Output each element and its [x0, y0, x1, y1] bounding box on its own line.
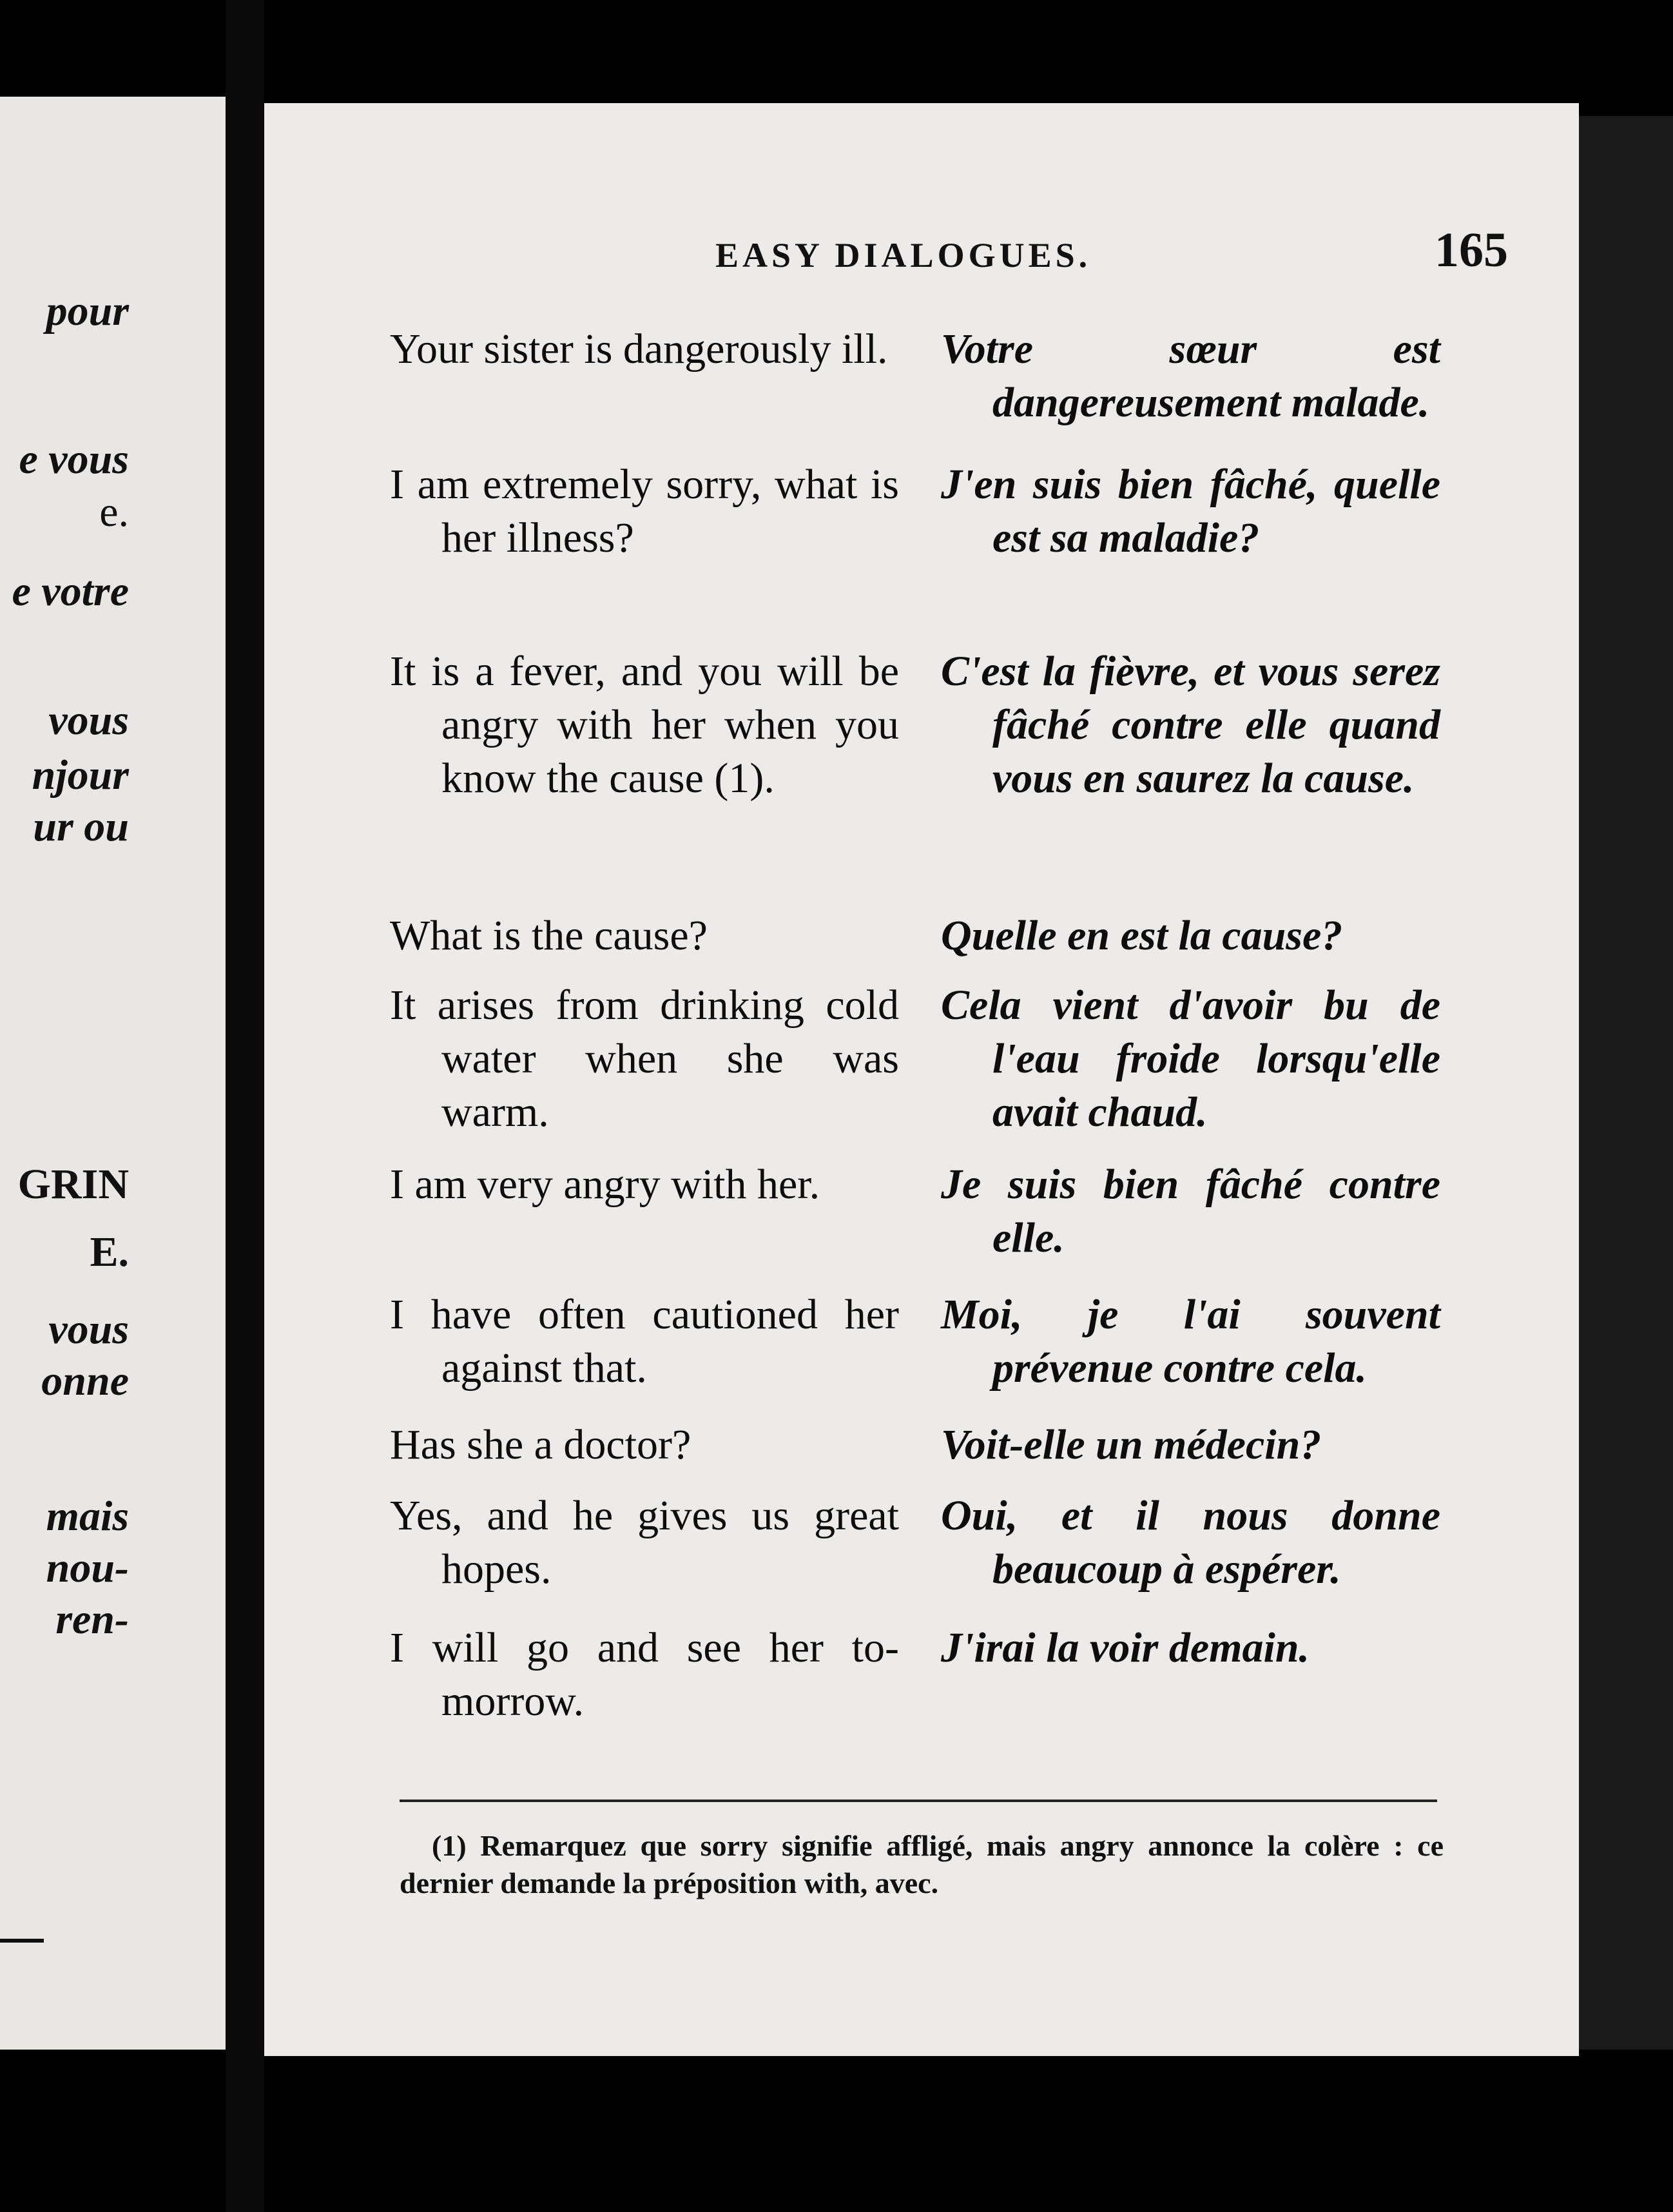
- french-line: Oui, et il nous donne beaucoup à espérer.: [941, 1492, 1440, 1593]
- left-fragment: e vous: [19, 436, 129, 483]
- french-line: Votre sœur est dangereusement malade.: [941, 325, 1440, 426]
- english-line: Yes, and he gives us great hopes.: [390, 1492, 899, 1593]
- french-line: Quelle en est la cause?: [941, 912, 1343, 959]
- english-line: I will go and see her to-morrow.: [390, 1624, 899, 1725]
- french-line: Cela vient d'avoir bu de l'eau froide lorsqu'elle avait chaud.: [941, 982, 1440, 1136]
- footnote-rule: [400, 1800, 1437, 1802]
- left-fragment: vous: [48, 1306, 129, 1353]
- footnote: (1) Remarquez que sorry signifie affligé, mais angry annonce la colère : ce dernier demande la préposition with, avec.: [400, 1829, 1444, 1899]
- left-fragment: ren-: [55, 1596, 129, 1643]
- english-line: Your sister is dangerously ill.: [390, 325, 888, 373]
- english-line: I am extremely sorry, what is her illness?: [390, 461, 899, 561]
- page-number: 165: [1435, 223, 1508, 277]
- left-fragment: GRIN: [17, 1161, 129, 1208]
- french-line: Moi, je l'ai souvent prévenue contre cela.: [941, 1291, 1440, 1392]
- english-line: What is the cause?: [390, 912, 708, 959]
- left-fragment: mais: [46, 1493, 129, 1540]
- french-line: Voit-elle un médecin?: [941, 1421, 1322, 1468]
- english-line: I have often cautioned her against that.: [390, 1291, 899, 1392]
- left-fragment: nou-: [46, 1544, 129, 1591]
- left-page-rule: [0, 1939, 44, 1943]
- english-line: It is a fever, and you will be angry with her when you know the cause (1).: [390, 648, 899, 802]
- page-edge: [1579, 116, 1673, 2050]
- left-page-fragment: [0, 97, 226, 2050]
- english-line: It arises from drinking cold water when she was warm.: [390, 982, 899, 1136]
- left-fragment: pour: [46, 287, 129, 335]
- french-line: Je suis bien fâché contre elle.: [941, 1161, 1440, 1261]
- english-line: I am very angry with her.: [390, 1161, 820, 1208]
- english-line: Has she a doctor?: [390, 1421, 691, 1468]
- left-fragment: njour: [32, 752, 129, 799]
- left-fragment: vous: [48, 697, 129, 744]
- left-fragment: e.: [99, 489, 129, 536]
- right-page: [264, 103, 1579, 2056]
- french-line: J'irai la voir demain.: [941, 1624, 1310, 1671]
- left-fragment: onne: [41, 1357, 129, 1404]
- left-fragment: e votre: [12, 568, 129, 615]
- french-line: C'est la fièvre, et vous serez fâché contre elle quand vous en saurez la cause.: [941, 648, 1440, 802]
- left-fragment: E.: [90, 1228, 129, 1276]
- left-fragment: ur ou: [33, 803, 129, 850]
- french-line: J'en suis bien fâché, quelle est sa maladie?: [941, 461, 1440, 561]
- running-head: EASY DIALOGUES.: [715, 236, 1092, 275]
- book-gutter: [226, 0, 264, 2212]
